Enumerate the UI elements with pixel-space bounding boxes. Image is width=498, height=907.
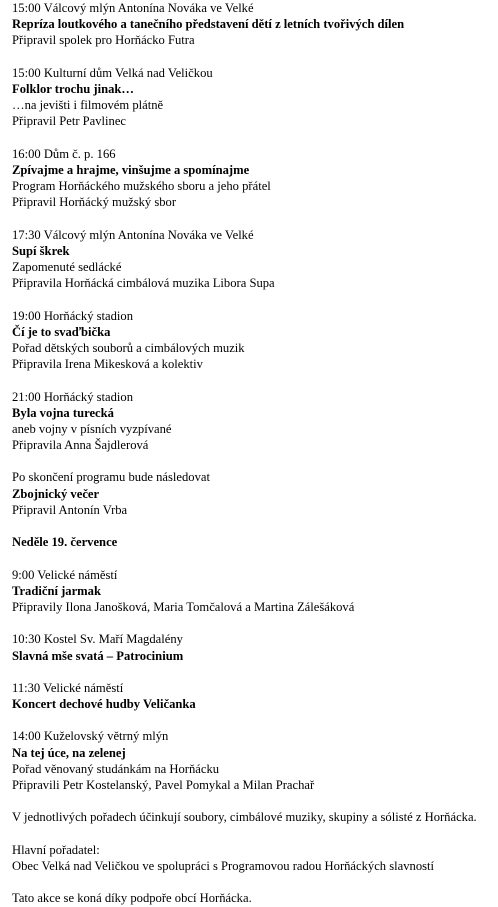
event-detail: Připravil spolek pro Horňácko Futra bbox=[12, 33, 195, 48]
event-detail: Připravil Horňácký mužský sbor bbox=[12, 195, 177, 210]
event-time-place: 15:00 Kulturní dům Velká nad Veličkou bbox=[12, 65, 213, 80]
event-supi-skrek bbox=[12, 227, 496, 292]
event-title: Tradiční jarmak bbox=[12, 583, 101, 598]
organizer-label: Hlavní pořadatel: bbox=[12, 842, 100, 857]
event-title: Koncert dechové hudby Veličanka bbox=[12, 697, 196, 712]
event-detail: Připravili Petr Kostelanský, Pavel Pomykal a Milan Prachař bbox=[12, 778, 315, 792]
event-detail: Připravil Antonín Vrba bbox=[12, 502, 128, 517]
event-koncert bbox=[12, 680, 496, 712]
event-na-tej-uce bbox=[12, 728, 496, 793]
event-time-place: 15:00 Válcový mlýn Antonína Nováka ve Velké bbox=[12, 1, 254, 15]
event-title: Repríza loutkového a tanečního představení dětí z letních tvořivých dílen bbox=[12, 17, 405, 32]
event-detail: Připravily Ilona Janošková, Maria Tomčalová a Martina Zálešáková bbox=[12, 599, 355, 614]
event-mse bbox=[12, 631, 496, 663]
day-heading: Neděle 19. července bbox=[12, 535, 118, 550]
event-detail: Připravila Horňácká cimbálová muzika Libora Supa bbox=[12, 276, 275, 291]
event-detail: Zapomenuté sedlácké bbox=[12, 260, 122, 274]
event-title: Folklor trochu jinak… bbox=[12, 81, 134, 96]
event-svadbicka bbox=[12, 308, 496, 373]
event-detail: Připravila Anna Šajdlerová bbox=[12, 438, 149, 453]
event-detail: …na jevišti i filmovém plátně bbox=[12, 98, 164, 113]
organizer-block bbox=[12, 842, 496, 874]
event-folklor bbox=[12, 65, 496, 130]
event-title: Na tej úce, na zelenej bbox=[12, 745, 126, 760]
organizer-text: Obec Velká nad Veličkou ve spolupráci s Programovou radou Horňáckých slavností bbox=[12, 858, 435, 873]
event-title: Zbojnický večer bbox=[12, 486, 100, 501]
event-time-place: 21:00 Horňácký stadion bbox=[12, 389, 134, 404]
event-title: Byla vojna turecká bbox=[12, 405, 114, 420]
event-time-place: 11:30 Velické náměstí bbox=[12, 680, 124, 695]
after-program-intro: Po skončení programu bude následovat bbox=[12, 470, 210, 485]
event-title: Supí škrek bbox=[12, 243, 70, 258]
event-vojna-turecka bbox=[12, 389, 496, 454]
event-detail: Pořad věnovaný studánkám na Horňácku bbox=[12, 761, 220, 776]
event-time-place: 10:30 Kostel Sv. Maří Magdalény bbox=[12, 632, 183, 647]
event-detail: Připravila Irena Mikesková a kolektiv bbox=[12, 357, 203, 372]
event-detail: aneb vojny v písních vyzpívané bbox=[12, 421, 172, 436]
event-title: Zpívajme a hrajme, vinšujme a spomínajme bbox=[12, 162, 250, 177]
event-title: Čí je to svaďbička bbox=[12, 324, 111, 339]
event-repriza bbox=[12, 0, 496, 49]
event-detail: Připravil Petr Pavlinec bbox=[12, 114, 127, 129]
event-jarmak bbox=[12, 567, 496, 616]
event-time-place: 17:30 Válcový mlýn Antonína Nováka ve Velké bbox=[12, 227, 254, 242]
event-detail: Program Horňáckého mužského sboru a jeho přátel bbox=[12, 179, 271, 194]
event-detail: Pořad dětských souborů a cimbálových muzik bbox=[12, 340, 245, 355]
event-time-place: 16:00 Dům č. p. 166 bbox=[12, 146, 116, 161]
program-document bbox=[12, 0, 496, 907]
event-zpivajme bbox=[12, 146, 496, 211]
event-time-place: 19:00 Horňácký stadion bbox=[12, 308, 134, 323]
event-zbojnicky-vecer bbox=[12, 469, 496, 518]
event-time-place: 9:00 Velické náměstí bbox=[12, 567, 118, 582]
event-time-place: 14:00 Kuželovský větrný mlýn bbox=[12, 729, 169, 744]
event-title: Slavná mše svatá – Patrocinium bbox=[12, 648, 184, 663]
support-note: Tato akce se koná díky podpoře obcí Horňácka. bbox=[12, 891, 252, 906]
performers-note: V jednotlivých pořadech účinkují soubory, cimbálové muziky, skupiny a sólisté z Horňácka. bbox=[12, 810, 477, 825]
